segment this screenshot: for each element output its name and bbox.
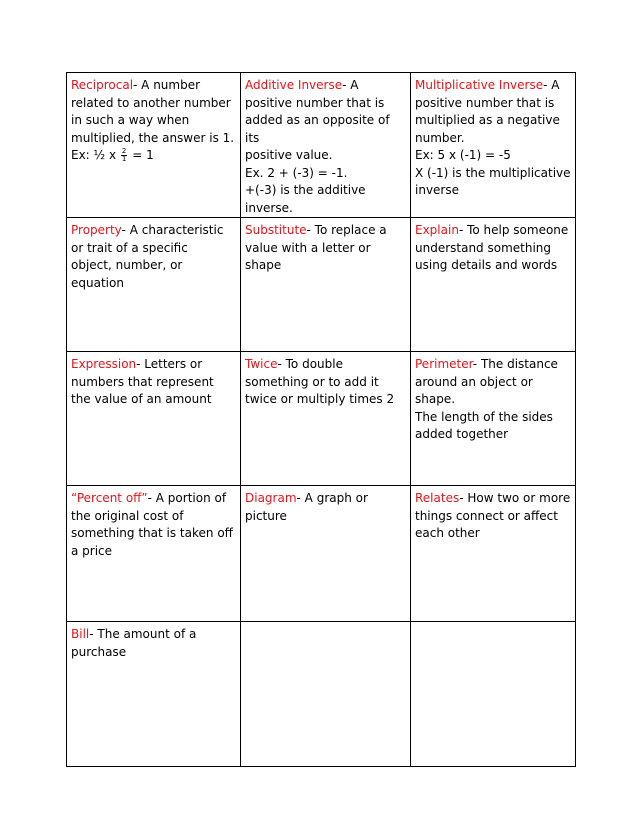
definition-text: - The amount of a xyxy=(89,627,197,641)
definition-text: inverse. xyxy=(245,200,293,215)
definition-text: = 1 xyxy=(132,148,154,162)
definition-text: in such a way when xyxy=(71,113,190,127)
definition-text: the value of an amount xyxy=(71,392,212,406)
definition-text: a price xyxy=(71,543,113,558)
definition-text: positive value. xyxy=(245,148,333,162)
definition-text: related to another number xyxy=(71,95,231,110)
term-label: “Percent off” xyxy=(71,491,148,505)
term-label: Relates xyxy=(415,491,460,505)
cell-substitute xyxy=(241,218,411,352)
definition-text: - To help someone xyxy=(458,223,569,237)
term-label: Reciprocal xyxy=(71,78,134,92)
definition-text: something that is taken off xyxy=(71,526,233,540)
definition-text: number. xyxy=(415,130,465,145)
definition-text: twice or multiply times 2 xyxy=(245,392,395,406)
term-label: Additive Inverse xyxy=(245,78,343,92)
definition-text: +(-3) is the additive xyxy=(245,183,366,197)
definition-text: - A portion of xyxy=(147,491,227,505)
definition-text: multiplied as a negative xyxy=(415,113,560,127)
cell-multiplicative-inverse xyxy=(411,73,576,218)
cell-property xyxy=(67,218,241,352)
cell-twice xyxy=(241,352,411,486)
empty-cell xyxy=(241,622,411,767)
empty-cell xyxy=(411,622,576,767)
definition-text: added as an opposite of its xyxy=(245,113,390,145)
definition-text: positive number that is xyxy=(245,95,385,110)
definition-text: - The distance xyxy=(472,357,558,371)
definition-text: - A xyxy=(543,78,560,92)
term-label: Bill xyxy=(71,627,90,641)
term-label: Substitute xyxy=(245,223,307,237)
cell-reciprocal xyxy=(67,73,241,218)
table-row xyxy=(67,486,576,622)
definition-text: around an object or shape. xyxy=(415,374,533,406)
definition-text: positive number that is xyxy=(415,95,555,110)
definition-text: Ex: ½ x xyxy=(71,148,117,162)
definition-text: picture xyxy=(245,508,287,523)
definition-text: - A xyxy=(342,78,359,92)
definition-text: - How two or more xyxy=(459,491,571,505)
term-label: Multiplicative Inverse xyxy=(415,78,544,92)
definition-text: - To replace a xyxy=(306,223,387,237)
vocabulary-table xyxy=(66,72,576,767)
definition-text: The length of the sides xyxy=(415,409,553,424)
definition-text: the original cost of xyxy=(71,508,184,523)
definition-text: purchase xyxy=(71,644,127,659)
fraction-denominator: 1 xyxy=(121,155,127,163)
definition-text: things connect or affect xyxy=(415,508,558,523)
cell-relates xyxy=(411,486,576,622)
cell-explain xyxy=(411,218,576,352)
definition-text: or trait of a specific xyxy=(71,240,188,255)
cell-diagram xyxy=(241,486,411,622)
definition-text: something or to add it xyxy=(245,374,379,389)
definition-text: X (-1) is the multiplicative xyxy=(415,165,571,180)
definition-text: - A characteristic xyxy=(121,223,224,237)
term-label: Twice xyxy=(245,357,278,371)
definition-text: Ex: 5 x (-1) = -5 xyxy=(415,148,511,162)
term-label: Expression xyxy=(71,357,137,371)
table-row xyxy=(67,352,576,486)
cell-additive-inverse xyxy=(241,73,411,218)
definition-text: - To double xyxy=(277,357,343,371)
definition-text: multiplied, the answer is 1. xyxy=(71,130,235,145)
table-row xyxy=(67,622,576,767)
definition-text: numbers that represent xyxy=(71,374,214,389)
definition-text: - Letters or xyxy=(136,357,203,371)
definition-text: Ex. 2 + (-3) = -1. xyxy=(245,165,348,180)
definition-text: each other xyxy=(415,526,480,540)
definition-text: using details and words xyxy=(415,258,558,272)
cell-percent-off xyxy=(67,486,241,622)
cell-bill xyxy=(67,622,241,767)
fraction xyxy=(121,148,127,163)
cell-expression xyxy=(67,352,241,486)
fraction-numerator: 2 xyxy=(121,147,127,155)
definition-text: inverse xyxy=(415,183,459,197)
definition-text: object, number, or equation xyxy=(71,258,183,290)
definition-text: value with a letter or shape xyxy=(245,240,371,272)
definition-text: - A graph or xyxy=(296,491,368,505)
cell-perimeter xyxy=(411,352,576,486)
table-row xyxy=(67,73,576,218)
term-label: Property xyxy=(71,223,122,237)
term-label: Explain xyxy=(415,223,459,237)
definition-text: added together xyxy=(415,427,509,441)
definition-text: understand something xyxy=(415,240,552,255)
table-row xyxy=(67,218,576,352)
term-label: Perimeter xyxy=(415,357,473,371)
definition-text: - A number xyxy=(133,78,201,92)
term-label: Diagram xyxy=(245,491,297,505)
